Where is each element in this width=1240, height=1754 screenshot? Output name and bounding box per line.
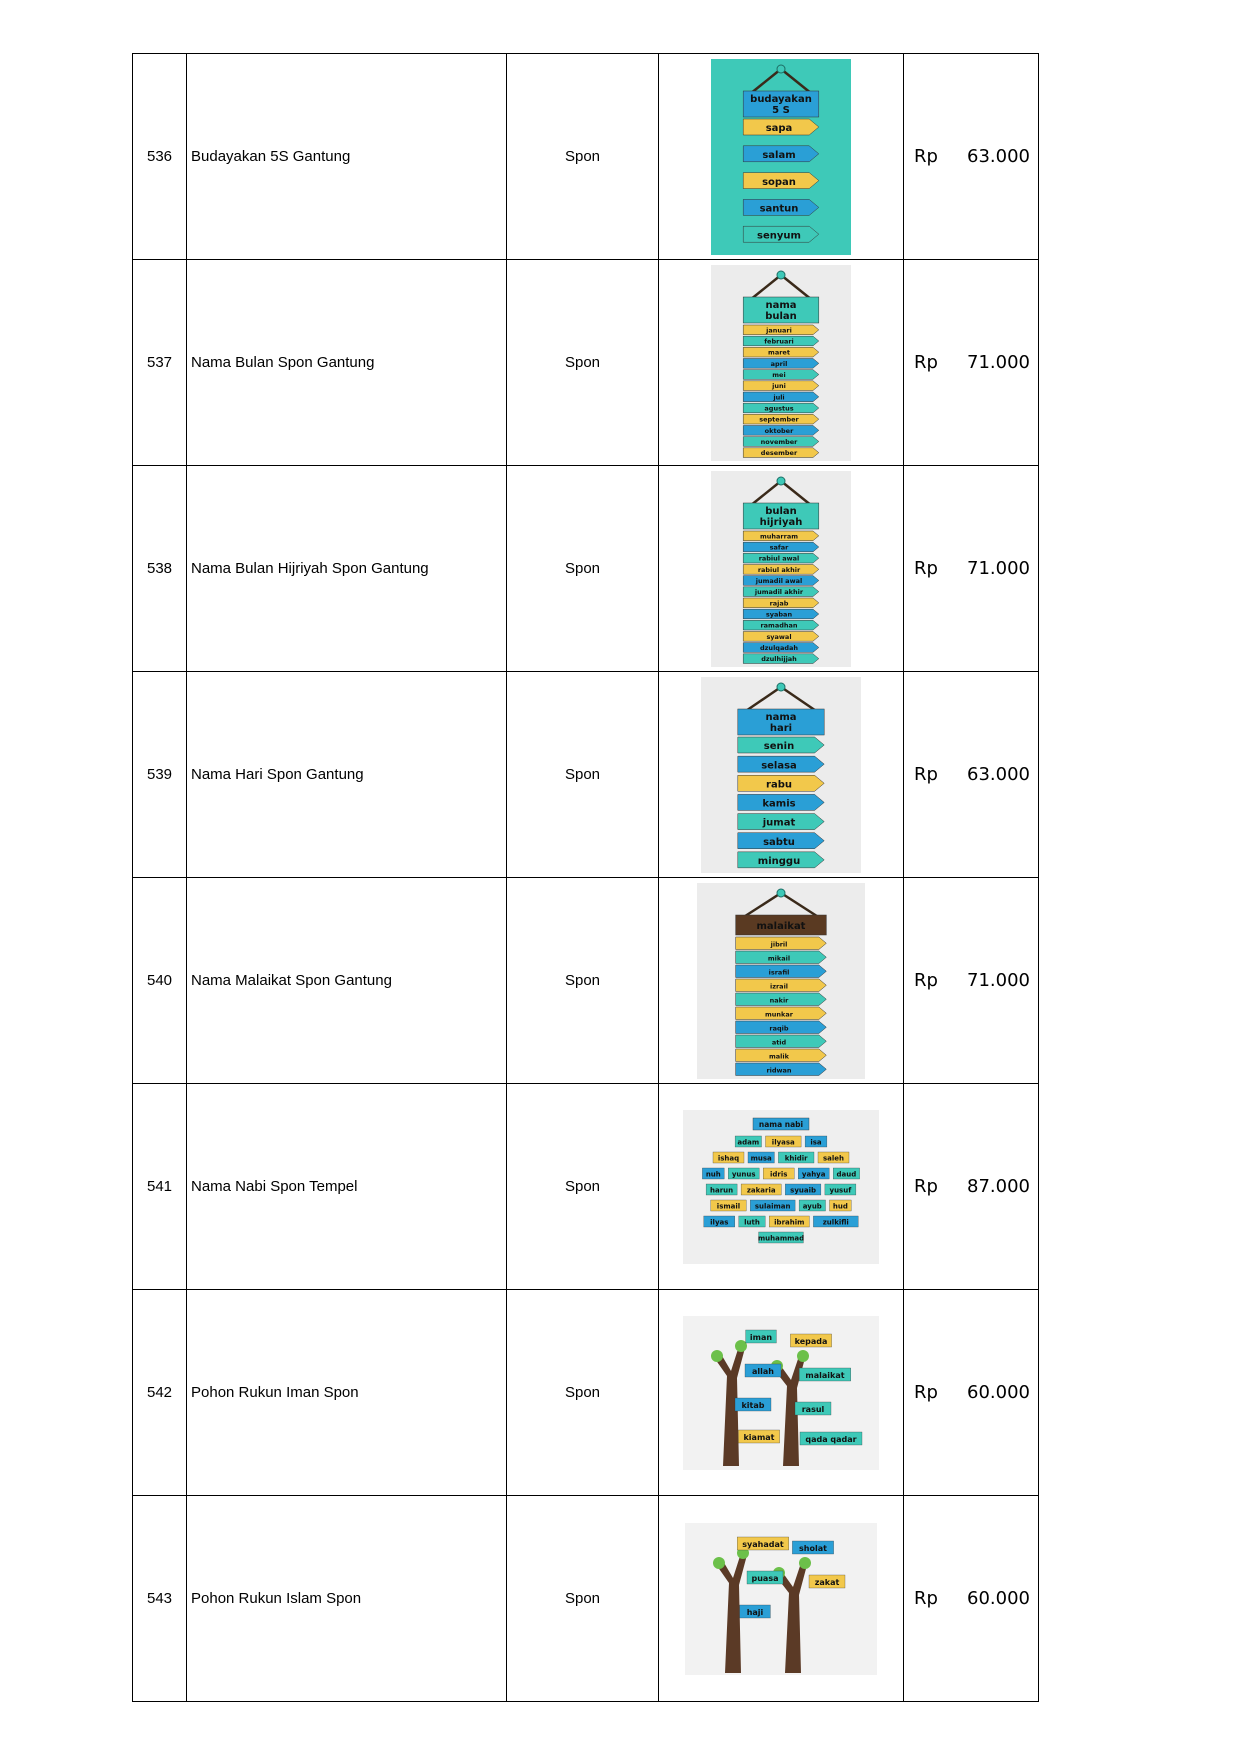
product-name: Budayakan 5S Gantung	[187, 54, 507, 260]
svg-text:zulkifli: zulkifli	[822, 1218, 849, 1226]
product-photo-illustration	[683, 1316, 879, 1470]
svg-text:raqib: raqib	[769, 1024, 789, 1032]
svg-text:rabiul awal: rabiul awal	[758, 554, 800, 563]
svg-text:jumat: jumat	[762, 817, 796, 829]
svg-text:sopan: sopan	[762, 176, 796, 188]
svg-text:jumadil akhir: jumadil akhir	[754, 587, 804, 596]
svg-text:zakaria: zakaria	[746, 1186, 776, 1194]
svg-text:israfil: israfil	[768, 968, 790, 976]
table-row	[133, 54, 1039, 260]
product-image	[683, 1316, 879, 1470]
svg-text:yunus: yunus	[731, 1170, 756, 1178]
table-row	[133, 260, 1039, 466]
product-material: Spon	[507, 878, 659, 1084]
svg-text:ishaq: ishaq	[717, 1154, 740, 1162]
svg-text:oktober: oktober	[764, 426, 794, 435]
currency-label: Rp	[914, 1588, 938, 1609]
svg-text:ridwan: ridwan	[766, 1066, 792, 1074]
product-name: Nama Bulan Spon Gantung	[187, 260, 507, 466]
svg-text:malaikat: malaikat	[756, 920, 806, 932]
table-row	[133, 1290, 1039, 1496]
product-image-cell	[659, 672, 904, 878]
svg-text:kepada: kepada	[794, 1336, 828, 1346]
product-photo-illustration	[711, 265, 851, 461]
product-price-cell	[904, 672, 1039, 878]
product-material: Spon	[507, 1496, 659, 1702]
svg-text:hari: hari	[769, 722, 793, 734]
svg-text:nakir: nakir	[769, 996, 789, 1004]
product-image	[685, 1523, 877, 1675]
table-row	[133, 1496, 1039, 1702]
svg-text:nuh: nuh	[705, 1170, 721, 1178]
svg-text:iman: iman	[749, 1332, 773, 1342]
product-image-cell	[659, 1290, 904, 1496]
product-price: 87.000	[967, 1176, 1030, 1197]
svg-text:zakat: zakat	[814, 1577, 840, 1587]
product-image	[683, 1110, 879, 1264]
svg-text:santun: santun	[759, 203, 799, 215]
product-number: 542	[133, 1290, 187, 1496]
svg-text:sapa: sapa	[765, 122, 793, 134]
product-number: 540	[133, 878, 187, 1084]
product-name: Pohon Rukun Iman Spon	[187, 1290, 507, 1496]
currency-label: Rp	[914, 970, 938, 991]
svg-text:qada qadar: qada qadar	[805, 1434, 857, 1444]
svg-text:september: september	[759, 415, 799, 424]
svg-text:syuaib: syuaib	[790, 1186, 817, 1194]
svg-text:nama: nama	[765, 711, 797, 723]
svg-text:juni: juni	[772, 381, 786, 390]
svg-text:jibril: jibril	[770, 940, 788, 948]
table-row	[133, 878, 1039, 1084]
product-number: 536	[133, 54, 187, 260]
product-name: Nama Hari Spon Gantung	[187, 672, 507, 878]
product-image-cell	[659, 1084, 904, 1290]
product-photo-illustration	[711, 59, 851, 255]
product-material: Spon	[507, 466, 659, 672]
product-number: 541	[133, 1084, 187, 1290]
product-name: Nama Malaikat Spon Gantung	[187, 878, 507, 1084]
svg-text:kamis: kamis	[762, 798, 796, 810]
product-name: Nama Nabi Spon Tempel	[187, 1084, 507, 1290]
product-material: Spon	[507, 54, 659, 260]
product-table	[132, 53, 1039, 1702]
svg-text:5 S: 5 S	[772, 104, 790, 116]
currency-label: Rp	[914, 1176, 938, 1197]
product-image-cell	[659, 260, 904, 466]
svg-text:ibrahim: ibrahim	[774, 1218, 805, 1226]
table-row	[133, 1084, 1039, 1290]
product-image	[711, 471, 851, 667]
svg-text:juli: juli	[773, 392, 785, 401]
product-name: Nama Bulan Hijriyah Spon Gantung	[187, 466, 507, 672]
svg-text:puasa: puasa	[751, 1573, 779, 1583]
svg-text:daud: daud	[836, 1170, 857, 1178]
svg-text:malik: malik	[769, 1052, 789, 1060]
product-number: 537	[133, 260, 187, 466]
svg-text:maret: maret	[768, 348, 790, 357]
svg-text:rabiul akhir: rabiul akhir	[757, 565, 801, 574]
svg-text:ramadhan: ramadhan	[760, 621, 798, 630]
svg-text:nama: nama	[765, 299, 797, 311]
svg-text:rasul: rasul	[801, 1404, 825, 1414]
svg-text:hijriyah: hijriyah	[759, 516, 803, 528]
svg-text:khidir: khidir	[784, 1154, 808, 1162]
product-photo-illustration	[701, 677, 861, 873]
svg-text:adam: adam	[737, 1138, 760, 1146]
product-number: 539	[133, 672, 187, 878]
svg-text:minggu: minggu	[757, 855, 801, 867]
svg-text:hud: hud	[832, 1202, 848, 1210]
product-photo-illustration	[697, 883, 865, 1079]
product-material: Spon	[507, 1290, 659, 1496]
svg-text:ilyas: ilyas	[710, 1218, 729, 1226]
svg-text:dzulqadah: dzulqadah	[760, 643, 798, 652]
product-material: Spon	[507, 1084, 659, 1290]
svg-text:mei: mei	[772, 370, 786, 379]
svg-text:jumadil awal: jumadil awal	[755, 576, 803, 585]
svg-text:februari: februari	[764, 337, 794, 346]
product-price: 71.000	[967, 352, 1030, 373]
svg-text:yahya: yahya	[801, 1170, 826, 1178]
product-image	[697, 883, 865, 1079]
product-image-cell	[659, 878, 904, 1084]
svg-text:izrail: izrail	[769, 982, 789, 990]
product-image	[711, 265, 851, 461]
product-price-cell	[904, 54, 1039, 260]
product-price: 63.000	[967, 146, 1030, 167]
svg-text:desember: desember	[760, 448, 798, 457]
svg-text:saleh: saleh	[822, 1154, 845, 1162]
svg-text:bulan: bulan	[765, 310, 797, 322]
svg-text:muharram: muharram	[760, 531, 798, 540]
svg-text:nama nabi: nama nabi	[758, 1119, 804, 1129]
product-price-cell	[904, 878, 1039, 1084]
svg-text:syawal: syawal	[766, 632, 792, 641]
svg-text:selasa: selasa	[761, 759, 797, 771]
svg-text:harun: harun	[710, 1186, 734, 1194]
svg-text:ismail: ismail	[716, 1202, 741, 1210]
product-number: 543	[133, 1496, 187, 1702]
product-material: Spon	[507, 260, 659, 466]
svg-text:april: april	[770, 359, 788, 368]
svg-text:haji: haji	[746, 1607, 764, 1617]
product-price: 71.000	[967, 970, 1030, 991]
svg-text:november: november	[760, 437, 798, 446]
svg-text:sulaiman: sulaiman	[754, 1202, 791, 1210]
product-number: 538	[133, 466, 187, 672]
svg-text:kitab: kitab	[741, 1400, 765, 1410]
product-price: 60.000	[967, 1382, 1030, 1403]
svg-text:senyum: senyum	[757, 229, 801, 241]
product-image-cell	[659, 54, 904, 260]
currency-label: Rp	[914, 764, 938, 785]
product-photo-illustration	[683, 1110, 879, 1264]
svg-text:atid: atid	[771, 1038, 787, 1046]
product-price-cell	[904, 1290, 1039, 1496]
product-price-cell	[904, 1496, 1039, 1702]
svg-text:allah: allah	[752, 1366, 774, 1376]
svg-text:agustus: agustus	[764, 404, 794, 413]
svg-text:isa: isa	[810, 1138, 822, 1146]
product-price-cell	[904, 1084, 1039, 1290]
svg-text:syahadat: syahadat	[742, 1539, 784, 1549]
svg-text:budayakan: budayakan	[750, 93, 812, 105]
svg-text:sabtu: sabtu	[763, 836, 795, 848]
svg-text:idris: idris	[769, 1170, 788, 1178]
product-price: 60.000	[967, 1588, 1030, 1609]
svg-text:januari: januari	[766, 325, 792, 334]
svg-text:bulan: bulan	[765, 505, 797, 517]
table-row	[133, 672, 1039, 878]
svg-text:munkar: munkar	[765, 1010, 793, 1018]
svg-text:salam: salam	[762, 149, 796, 161]
svg-text:safar: safar	[769, 543, 789, 552]
svg-text:muhammad: muhammad	[757, 1234, 805, 1242]
currency-label: Rp	[914, 1382, 938, 1403]
currency-label: Rp	[914, 352, 938, 373]
svg-text:yusuf: yusuf	[829, 1186, 852, 1194]
svg-text:ayub: ayub	[802, 1202, 822, 1210]
svg-text:musa: musa	[750, 1154, 772, 1162]
currency-label: Rp	[914, 146, 938, 167]
svg-text:ilyasa: ilyasa	[771, 1138, 795, 1146]
product-image-cell	[659, 1496, 904, 1702]
svg-text:rabu: rabu	[766, 778, 792, 790]
product-price-cell	[904, 466, 1039, 672]
product-price: 63.000	[967, 764, 1030, 785]
svg-text:syaban: syaban	[765, 610, 793, 619]
product-material: Spon	[507, 672, 659, 878]
svg-text:kiamat: kiamat	[743, 1432, 775, 1442]
product-image-cell	[659, 466, 904, 672]
product-photo-illustration	[711, 471, 851, 667]
product-price-cell	[904, 260, 1039, 466]
svg-text:rajab: rajab	[769, 598, 789, 607]
svg-text:luth: luth	[744, 1218, 760, 1226]
svg-text:sholat: sholat	[799, 1543, 827, 1553]
product-name: Pohon Rukun Islam Spon	[187, 1496, 507, 1702]
product-price: 71.000	[967, 558, 1030, 579]
svg-text:senin: senin	[763, 740, 795, 752]
table-row	[133, 466, 1039, 672]
product-photo-illustration	[685, 1523, 877, 1675]
svg-text:malaikat: malaikat	[805, 1370, 845, 1380]
svg-text:dzulhijjah: dzulhijjah	[761, 654, 797, 663]
svg-text:mikail: mikail	[767, 954, 791, 962]
product-image	[701, 677, 861, 873]
product-image	[711, 59, 851, 255]
product-table-body	[133, 54, 1039, 1702]
currency-label: Rp	[914, 558, 938, 579]
